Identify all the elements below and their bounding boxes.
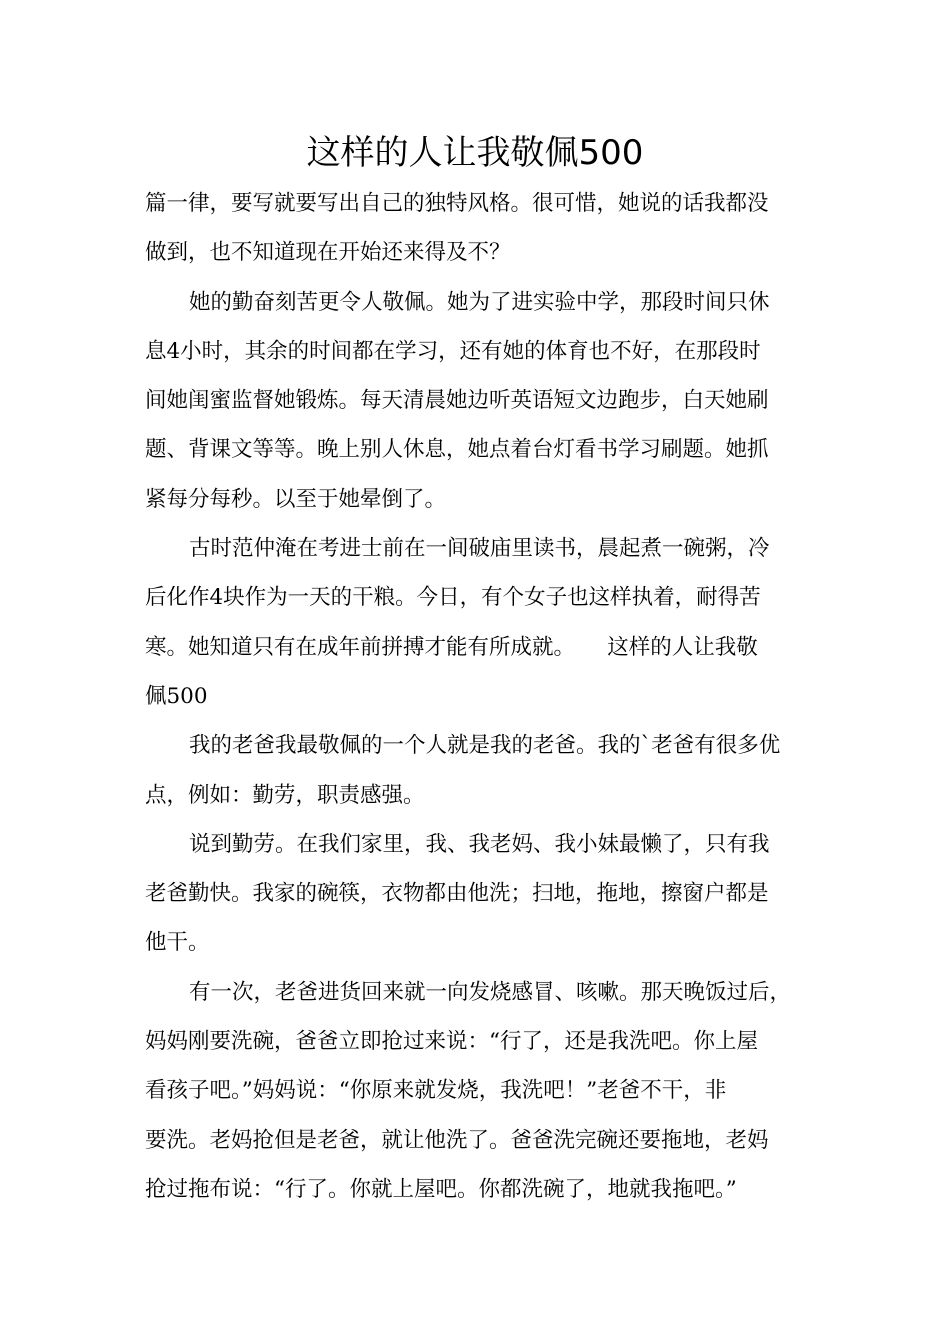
text-line: 息4小时，其余的时间都在学习，还有她的体育也不好，在那段时 bbox=[145, 338, 761, 364]
text-line: 抢过拖布说：“行了。你就上屋吧。你都洗碗了，地就我拖吧。” bbox=[145, 1176, 737, 1202]
text-line: 做到，也不知道现在开始还来得及不？ bbox=[145, 240, 511, 266]
text-line: 间她闺蜜监督她锻炼。每天清晨她边听英语短文边跑步，白天她刷 bbox=[145, 388, 769, 414]
text-line: 有一次，老爸进货回来就一向发烧感冒、咳嗽。那天晚饭过后， bbox=[189, 979, 792, 1005]
text-line: 紧每分每秒。以至于她晕倒了。 bbox=[145, 486, 447, 512]
text-line: 古时范仲淹在考进士前在一间破庙里读书，晨起煮一碗粥，冷 bbox=[189, 536, 770, 562]
text-line: 他干。 bbox=[145, 930, 210, 956]
text-line: 看孩子吧。”妈妈说：“你原来就发烧，我洗吧！”老爸不干，非 bbox=[145, 1078, 727, 1104]
text-line: 后化作4块作为一天的干粮。今日，有个女子也这样执着，耐得苦 bbox=[145, 585, 761, 611]
text-line: 题、背课文等等。晚上别人休息，她点着台灯看书学习刷题。她抓 bbox=[145, 437, 769, 463]
text-line: 要洗。老妈抢但是老爸，就让他洗了。爸爸洗完碗还要拖地，老妈 bbox=[145, 1127, 769, 1153]
text-line: 说到勤劳。在我们家里，我、我老妈、我小妹最懒了，只有我 bbox=[189, 831, 770, 857]
document-body bbox=[145, 179, 835, 1214]
document-title: 这样的人让我敬佩500 bbox=[306, 133, 644, 173]
text-line: 妈妈刚要洗碗，爸爸立即抢过来说：“行了，还是我洗吧。你上屋 bbox=[145, 1029, 758, 1055]
text-line: 寒。她知道只有在成年前拼搏才能有所成就。 这样的人让我敬 bbox=[145, 634, 758, 660]
text-line: 老爸勤快。我家的碗筷，衣物都由他洗；扫地，拖地，擦窗户都是 bbox=[145, 881, 769, 907]
text-line: 我的老爸我最敬佩的一个人就是我的老爸。我的`老爸有很多优 bbox=[189, 733, 781, 759]
text-line: 她的勤奋刻苦更令人敬佩。她为了进实验中学，那段时间只休 bbox=[189, 289, 770, 315]
text-line: 篇一律，要写就要写出自己的独特风格。很可惜，她说的话我都没 bbox=[145, 191, 769, 216]
text-line: 佩500 bbox=[145, 683, 208, 709]
text-line: 点，例如：勤劳，职责感强。 bbox=[145, 782, 425, 808]
